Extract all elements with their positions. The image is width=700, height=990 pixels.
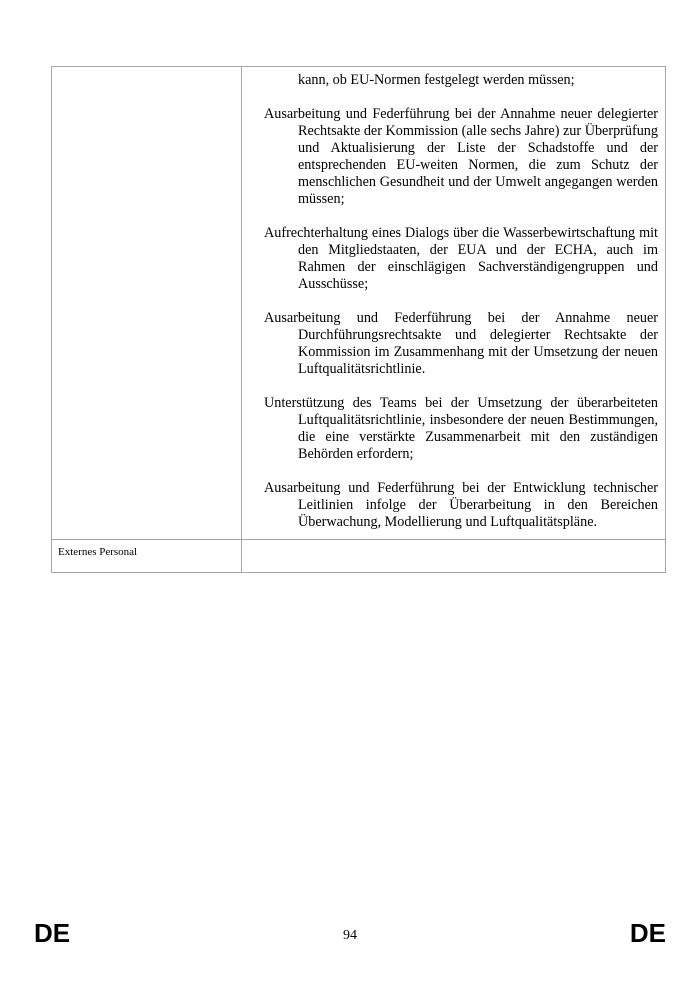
task-paragraph: Unterstützung des Teams bei der Umsetzung der überarbeiteten Luftqualitätsrichtlinie, insbesondere der neuen Bestimmungen, die eine verstärkte Zusammenarbeit mit den zuständigen Behörden erfordern; [264,395,658,462]
language-code-left: DE [34,918,71,948]
external-staff-value [242,540,666,573]
task-paragraph: Ausarbeitung und Federführung bei der Annahme neuer Durchführungsrechtsakte und delegierter Rechtsakte der Kommission im Zusammenhang mit der Umsetzung der neuen Luftqualitätsrichtlinie. [264,310,658,377]
task-paragraph: Ausarbeitung und Federführung bei der Entwicklung technischer Leitlinien infolge der Überarbeitung in den Bereichen Überwachung, Modellierung und Luftqualitätspläne. [264,480,658,530]
external-staff-row [52,540,666,573]
language-code-right: DE [629,918,666,948]
tasks-label-cell [52,67,242,540]
continuation-text: kann, ob EU-Normen festgelegt werden müssen; [298,72,575,88]
task-paragraph: Aufrechterhaltung eines Dialogs über die Wasserbewirtschaftung mit den Mitgliedstaaten, der EUA und der ECHA, auch im Rahmen der einschlägigen Sachverständigengruppen und Ausschüsse; [264,225,658,292]
staff-tasks-table [51,66,666,573]
page-number: 94 [343,928,357,943]
tasks-row [52,67,666,540]
external-staff-label: Externes Personal [52,540,242,573]
task-paragraph: Ausarbeitung und Federführung bei der Annahme neuer delegierter Rechtsakte der Kommission (alle sechs Jahre) zur Überprüfung und Aktualisierung der Liste der Schadstoffe und der entsprechenden EU-weiten Normen, die zum Schutz der menschlichen Gesundheit und der Umwelt angegangen werden müssen; [264,106,658,207]
tasks-content-cell [242,67,666,540]
